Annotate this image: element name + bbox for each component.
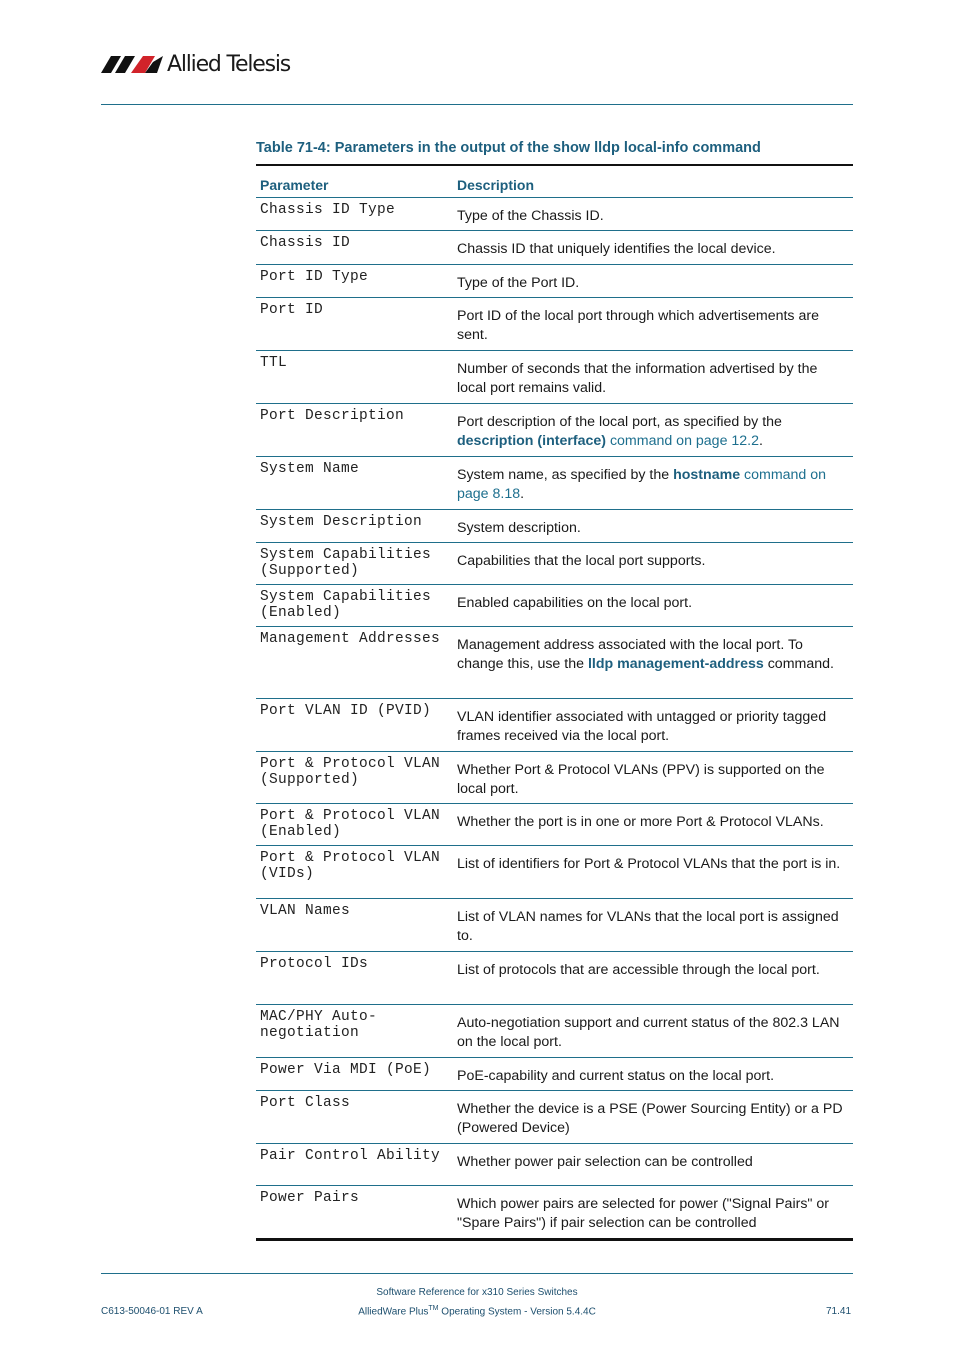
parameter-cell: MAC/PHY Auto-negotiation [260, 1009, 378, 1041]
table-row [256, 231, 853, 265]
parameter-cell: System Description [260, 514, 423, 530]
header-rule [101, 104, 853, 105]
table-header [256, 166, 853, 198]
description-cell [457, 457, 853, 509]
footer-os-name: AlliedWare Plus [358, 1306, 429, 1318]
parameter-cell: System Capabilities (Enabled) [260, 589, 432, 621]
footer-os-version [0, 1305, 954, 1317]
description-cell: Whether the device is a PSE (Power Sourcing Entity) or a PD (Powered Device) [457, 1101, 843, 1136]
footer-version: Operating System - Version 5.4.4C [438, 1306, 596, 1318]
description-text: . [520, 486, 525, 502]
description-cell: Number of seconds that the information advertised by the local port remains valid. [457, 361, 818, 396]
page-reference: command on page 12.2 [606, 433, 760, 449]
description-cell: VLAN identifier associated with untagged or priority tagged frames received via the local port. [457, 709, 827, 744]
parameter-cell: Port & Protocol VLAN (Enabled) [260, 808, 441, 840]
description-cell [457, 627, 853, 698]
description-cell: System description. [457, 520, 581, 536]
table-row [256, 1058, 853, 1091]
description-cell [457, 404, 853, 456]
parameter-cell: Port Description [260, 408, 405, 424]
footer-doc-id: C613-50046-01 REV A [101, 1306, 203, 1317]
table-row [256, 265, 853, 298]
table-row [256, 899, 853, 952]
parameter-cell: Protocol IDs [260, 956, 369, 972]
description-cell: List of protocols that are accessible through the local port. [457, 962, 820, 978]
parameter-cell: Chassis ID Type [260, 202, 396, 218]
description-cell: Which power pairs are selected for power ("Signal Pairs" or "Spare Pairs") if pair selection can be controlled [457, 1196, 830, 1231]
table-row [256, 752, 853, 804]
table-body [256, 198, 853, 1238]
table-row [256, 846, 853, 899]
description-cell: Chassis ID that uniquely identifies the local device. [457, 241, 776, 257]
command-name: lldp management-address [587, 656, 764, 672]
command-name: description (interface) [457, 433, 606, 449]
table-row [256, 1144, 853, 1186]
table-row [256, 1005, 853, 1058]
table-row [256, 627, 853, 699]
description-cell: Whether power pair selection can be controlled [457, 1154, 753, 1170]
description-cell: PoE-capability and current status on the local port. [457, 1068, 775, 1084]
logo-mark-icon [101, 54, 163, 74]
parameter-cell: Port Class [260, 1095, 351, 1111]
description-cell: Auto-negotiation support and current status of the 802.3 LAN on the local port. [457, 1015, 840, 1050]
parameter-cell: Chassis ID [260, 235, 351, 251]
parameter-cell: Port & Protocol VLAN (VIDs) [260, 850, 441, 882]
parameter-cell: Power Via MDI (PoE) [260, 1062, 432, 1078]
command-link[interactable] [588, 656, 764, 672]
description-cell: List of identifiers for Port & Protocol VLANs that the port is in. [457, 856, 841, 872]
parameter-cell: Port & Protocol VLAN (Supported) [260, 756, 441, 788]
parameter-cell: Port VLAN ID (PVID) [260, 703, 432, 719]
description-cell: Whether the port is in one or more Port & Protocol VLANs. [457, 814, 824, 830]
description-cell: Port ID of the local port through which advertisements are sent. [457, 308, 819, 343]
parameter-cell: System Name [260, 461, 360, 477]
table-row [256, 804, 853, 846]
table-row [256, 1091, 853, 1144]
logo-text: Allied Telesis [167, 51, 290, 77]
parameter-cell: Management Addresses [260, 631, 441, 647]
description-cell: List of VLAN names for VLANs that the local port is assigned to. [457, 909, 839, 944]
description-text: Port description of the local port, as specified by the [457, 414, 782, 430]
command-link[interactable] [457, 433, 759, 449]
footer-title: Software Reference for x310 Series Switches [376, 1287, 578, 1298]
description-cell: Whether Port & Protocol VLANs (PPV) is supported on the local port. [457, 762, 825, 797]
column-header-parameter: Parameter [260, 177, 329, 193]
description-cell: Capabilities that the local port supports. [457, 553, 706, 569]
column-header-description: Description [457, 177, 535, 193]
description-text: . [759, 433, 763, 449]
table-row [256, 198, 853, 231]
description-text: Management address associated with the local port. To change this, use the [457, 637, 803, 672]
table-row [256, 1186, 853, 1238]
parameter-cell: System Capabilities (Supported) [260, 547, 432, 579]
footer-rule [101, 1273, 853, 1274]
description-cell: Type of the Port ID. [457, 275, 580, 291]
table-row [256, 298, 853, 351]
table-row [256, 510, 853, 543]
table-row [256, 699, 853, 752]
description-cell: Type of the Chassis ID. [457, 208, 604, 224]
parameter-cell: Pair Control Ability [260, 1148, 441, 1164]
parameter-cell: VLAN Names [260, 903, 351, 919]
parameter-cell: Power Pairs [260, 1190, 360, 1206]
allied-telesis-logo [101, 50, 290, 78]
description-text: System name, as specified by the [457, 467, 674, 483]
command-name: hostname [673, 467, 741, 483]
table-title: Table 71-4: Parameters in the output of the show lldp local-info command [256, 140, 761, 156]
table-row [256, 457, 853, 510]
parameter-cell: Port ID Type [260, 269, 369, 285]
table-row [256, 585, 853, 627]
table-row [256, 404, 853, 457]
parameter-cell: TTL [260, 355, 288, 371]
parameters-table [256, 164, 853, 1241]
table-row [256, 351, 853, 404]
table-row [256, 543, 853, 585]
description-cell: Enabled capabilities on the local port. [457, 595, 693, 611]
footer-trademark: TM [428, 1305, 439, 1312]
description-text: command. [763, 656, 834, 672]
parameter-cell: Port ID [260, 302, 324, 318]
page-reference: command on page 8.18 [457, 467, 827, 502]
footer-page-number: 71.41 [826, 1306, 852, 1317]
table-row [256, 952, 853, 1005]
